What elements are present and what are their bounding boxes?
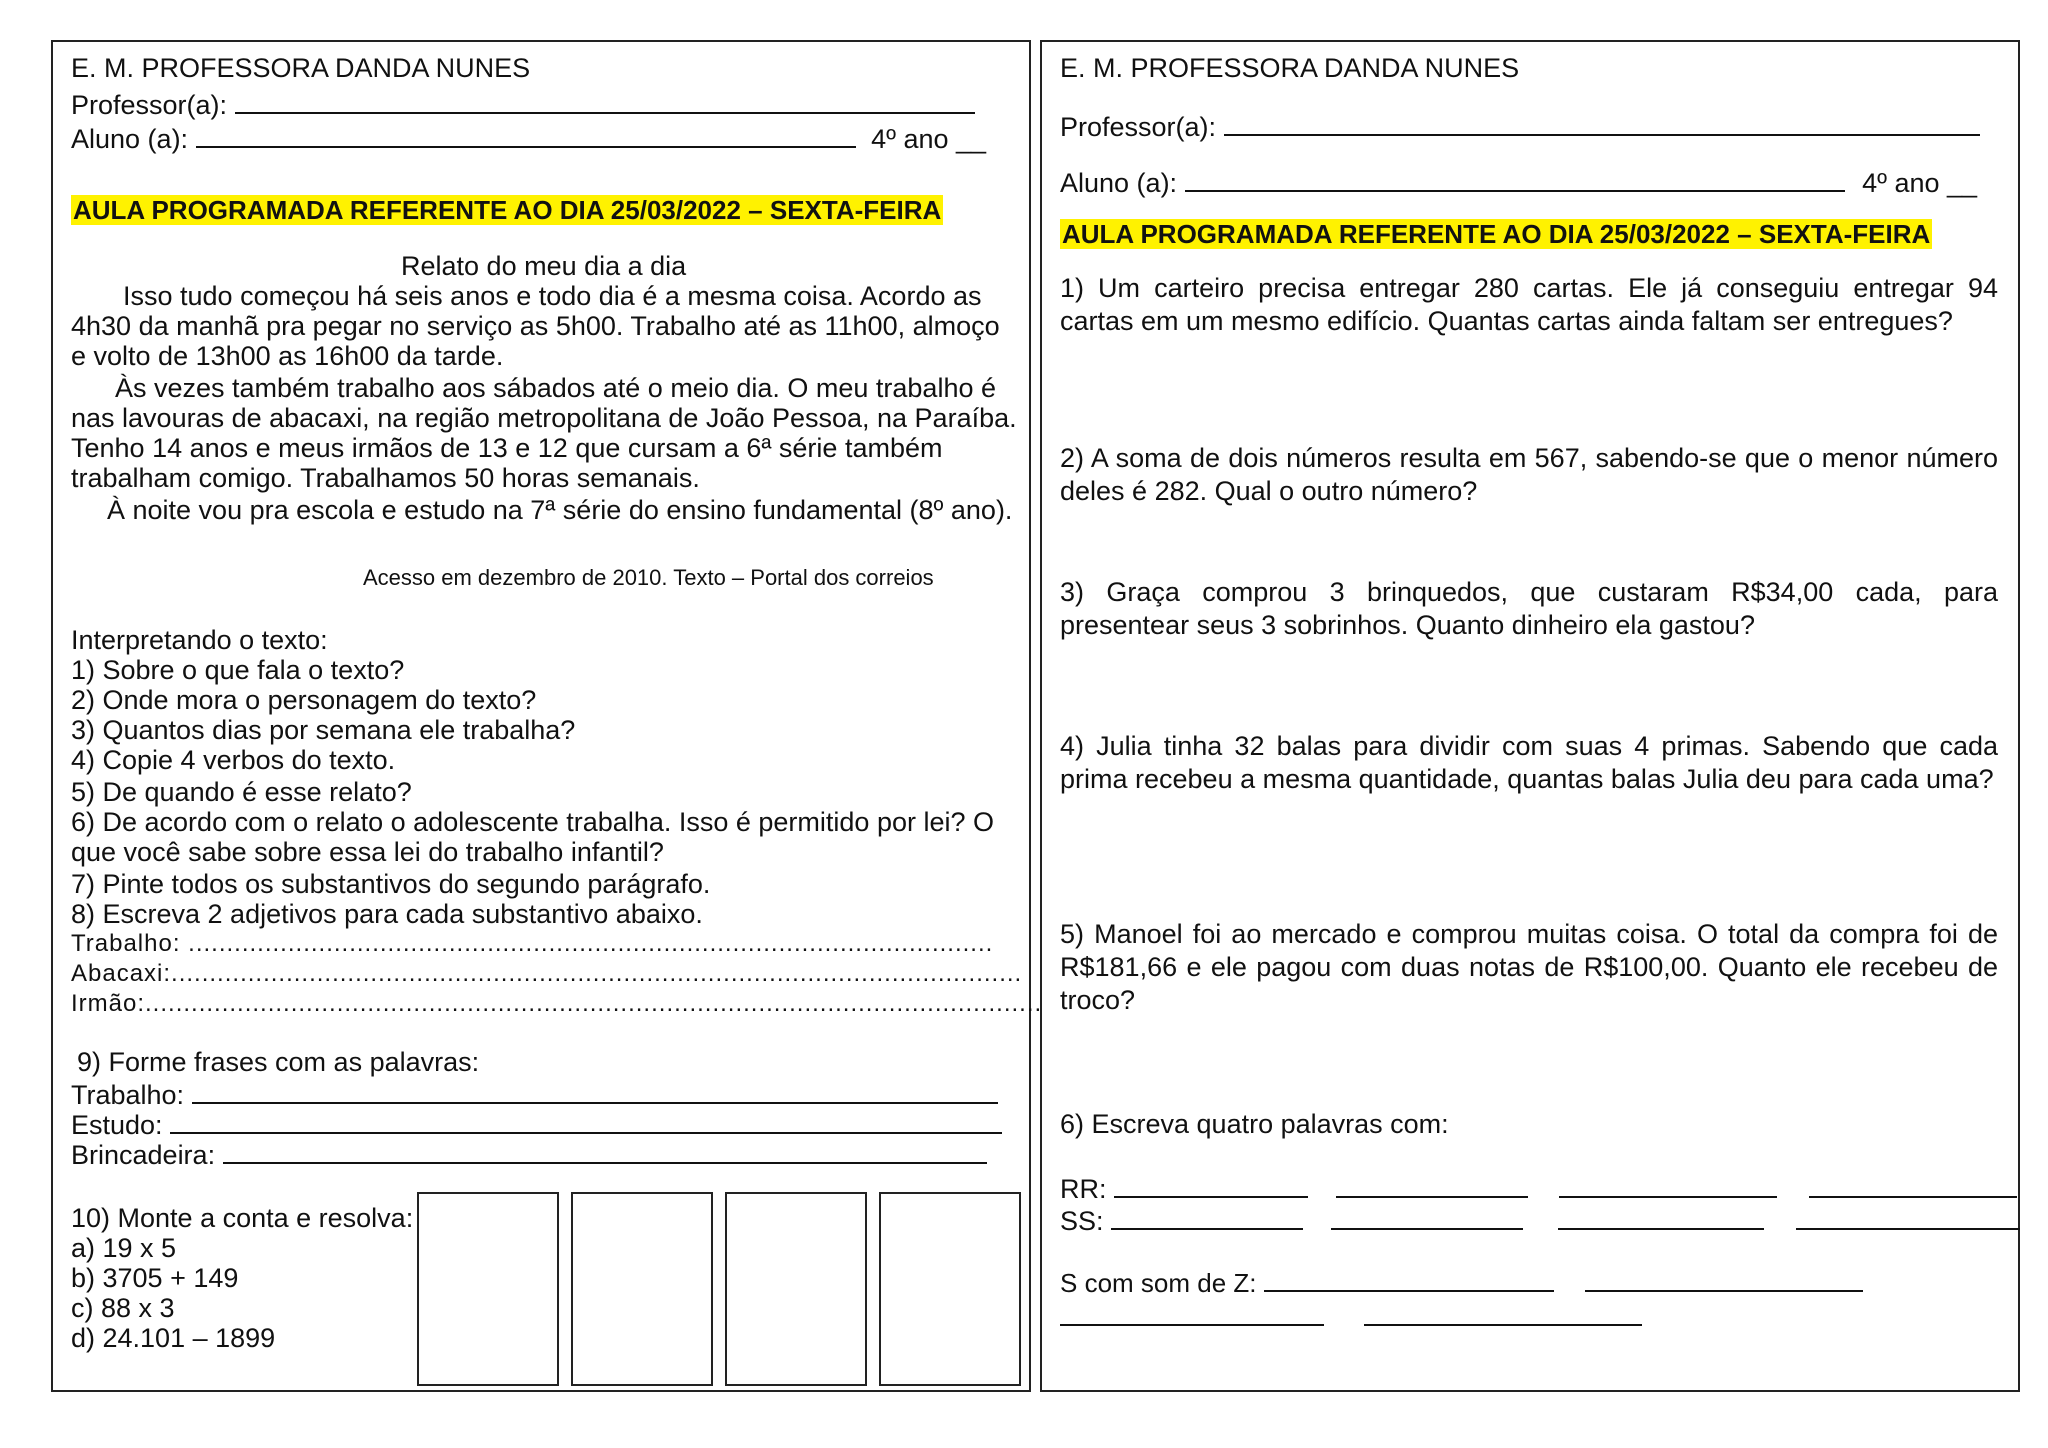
calc-box-a[interactable] [417, 1192, 559, 1386]
ss-field-1[interactable] [1111, 1202, 1303, 1230]
text-title: Relato do meu dia a dia [401, 251, 687, 281]
q10-item: d) 24.101 – 1899 [71, 1323, 276, 1353]
sz-row-2 [1060, 1298, 1642, 1333]
question: 6) De acordo com o relato o adolescente trabalha. Isso é permitido por lei? O [71, 807, 994, 837]
question: 1) Sobre o que fala o texto? [71, 655, 405, 685]
sz-field-1[interactable] [1264, 1264, 1554, 1292]
calc-box-c[interactable] [725, 1192, 867, 1386]
lesson-banner: AULA PROGRAMADA REFERENTE AO DIA 25/03/2022 – SEXTA-FEIRA [73, 195, 942, 225]
paragraph-line: 4h30 da manhã pra pegar no serviço as 5h00. Trabalho até as 11h00, almoço [71, 311, 1000, 341]
rr-label: RR: [1060, 1174, 1107, 1204]
q9-label: Brincadeira: [71, 1140, 216, 1170]
right-worksheet [1040, 40, 2020, 1392]
sz-field-2[interactable] [1585, 1264, 1863, 1292]
q10-item: c) 88 x 3 [71, 1293, 175, 1323]
question: que você sabe sobre essa lei do trabalho infantil? [71, 837, 664, 867]
adjective-line[interactable]: Irmão:..................................................................................................................... [71, 990, 1043, 1017]
student-field[interactable] [196, 120, 856, 148]
teacher-row [71, 86, 975, 121]
rr-field-3[interactable] [1559, 1170, 1777, 1198]
ss-field-4[interactable] [1796, 1202, 2020, 1230]
school-name: E. M. PROFESSORA DANDA NUNES [1060, 53, 1520, 83]
student-label: Aluno (a): [71, 124, 189, 154]
left-worksheet [51, 40, 1043, 1392]
student-row [1060, 164, 1977, 199]
paragraph-line: nas lavouras de abacaxi, na região metropolitana de João Pessoa, na Paraíba. [71, 403, 1017, 433]
q9-row [71, 1136, 987, 1171]
paragraph-line: À noite vou pra escola e estudo na 7ª série do ensino fundamental (8º ano). [107, 495, 1013, 525]
teacher-label: Professor(a): [1060, 112, 1217, 142]
student-field[interactable] [1185, 164, 1845, 192]
q10-title: 10) Monte a conta e resolva: [71, 1203, 414, 1233]
question: 5) De quando é esse relato? [71, 777, 412, 807]
rr-field-1[interactable] [1114, 1170, 1308, 1198]
paragraph-line: Isso tudo começou há seis anos e todo dia é a mesma coisa. Acordo as [123, 281, 982, 311]
paragraph-line: Às vezes também trabalho aos sábados até o meio dia. O meu trabalho é [115, 373, 996, 403]
teacher-label: Professor(a): [71, 90, 228, 120]
problem-2: 2) A soma de dois números resulta em 567, sabendo-se que o menor número deles é 282. Qual o outro número? [1060, 443, 1998, 506]
paragraph-line: e volto de 13h00 as 16h00 da tarde. [71, 341, 504, 371]
question: 8) Escreva 2 adjetivos para cada substantivo abaixo. [71, 899, 703, 929]
student-row [71, 120, 986, 155]
q10-item: b) 3705 + 149 [71, 1263, 239, 1293]
teacher-row [1060, 108, 1980, 143]
paragraph-line: trabalham comigo. Trabalhamos 50 horas semanais. [71, 463, 700, 493]
q9-field[interactable] [192, 1076, 998, 1104]
ss-field-2[interactable] [1331, 1202, 1523, 1230]
q9-label: Estudo: [71, 1110, 163, 1140]
sz-field-3[interactable] [1060, 1298, 1324, 1326]
q6-title: 6) Escreva quatro palavras com: [1060, 1109, 1449, 1139]
grade-label: 4º ano __ [871, 124, 987, 154]
sz-field-4[interactable] [1364, 1298, 1642, 1326]
teacher-field[interactable] [235, 86, 975, 114]
ss-field-3[interactable] [1558, 1202, 1764, 1230]
rr-field-4[interactable] [1809, 1170, 2017, 1198]
rr-field-2[interactable] [1336, 1170, 1528, 1198]
q9-title: 9) Forme frases com as palavras: [77, 1047, 480, 1077]
question: 2) Onde mora o personagem do texto? [71, 685, 537, 715]
lesson-banner: AULA PROGRAMADA REFERENTE AO DIA 25/03/2022 – SEXTA-FEIRA [1062, 219, 1931, 249]
ss-row [1060, 1202, 2020, 1237]
q10-item: a) 19 x 5 [71, 1233, 177, 1263]
teacher-field[interactable] [1224, 108, 1980, 136]
adjective-line[interactable]: Abacaxi:............................................................................................................... [71, 960, 1023, 987]
q9-field[interactable] [223, 1136, 987, 1164]
calc-box-d[interactable] [879, 1192, 1021, 1386]
calc-box-b[interactable] [571, 1192, 713, 1386]
student-label: Aluno (a): [1060, 168, 1178, 198]
school-name: E. M. PROFESSORA DANDA NUNES [71, 53, 531, 83]
paragraph-line: Tenho 14 anos e meus irmãos de 13 e 12 que cursam a 6ª série também [71, 433, 943, 463]
adjective-line[interactable]: Trabalho: ......................................................................................................... [71, 930, 994, 957]
problem-3: 3) Graça comprou 3 brinquedos, que custaram R$34,00 cada, para presentear seus 3 sobrinhos. Quanto dinheiro ela gastou? [1060, 577, 1998, 640]
grade-label: 4º ano __ [1862, 168, 1978, 198]
question: 4) Copie 4 verbos do texto. [71, 745, 396, 775]
ss-label: SS: [1060, 1206, 1104, 1236]
q9-field[interactable] [170, 1106, 1002, 1134]
sz-row [1060, 1264, 1863, 1299]
problem-4: 4) Julia tinha 32 balas para dividir com suas 4 primas. Sabendo que cada prima recebeu a mesma quantidade, quantas balas Julia deu para cada uma? [1060, 731, 1998, 794]
interp-title: Interpretando o texto: [71, 625, 328, 655]
question: 7) Pinte todos os substantivos do segundo parágrafo. [71, 869, 711, 899]
question: 3) Quantos dias por semana ele trabalha? [71, 715, 576, 745]
problem-1: 1) Um carteiro precisa entregar 280 cartas. Ele já conseguiu entregar 94 cartas em um mesmo edifício. Quantas cartas ainda faltam ser entregues? [1060, 273, 1998, 336]
problem-5: 5) Manoel foi ao mercado e comprou muitas coisa. O total da compra foi de R$181,66 e ele pagou com duas notas de R$100,00. Quanto ele recebeu de troco? [1060, 919, 1998, 1015]
sz-label: S com som de Z: [1060, 1268, 1257, 1298]
rr-row [1060, 1170, 2017, 1205]
source-credit: Acesso em dezembro de 2010. Texto – Portal dos correios [363, 565, 934, 590]
q9-label: Trabalho: [71, 1080, 185, 1110]
